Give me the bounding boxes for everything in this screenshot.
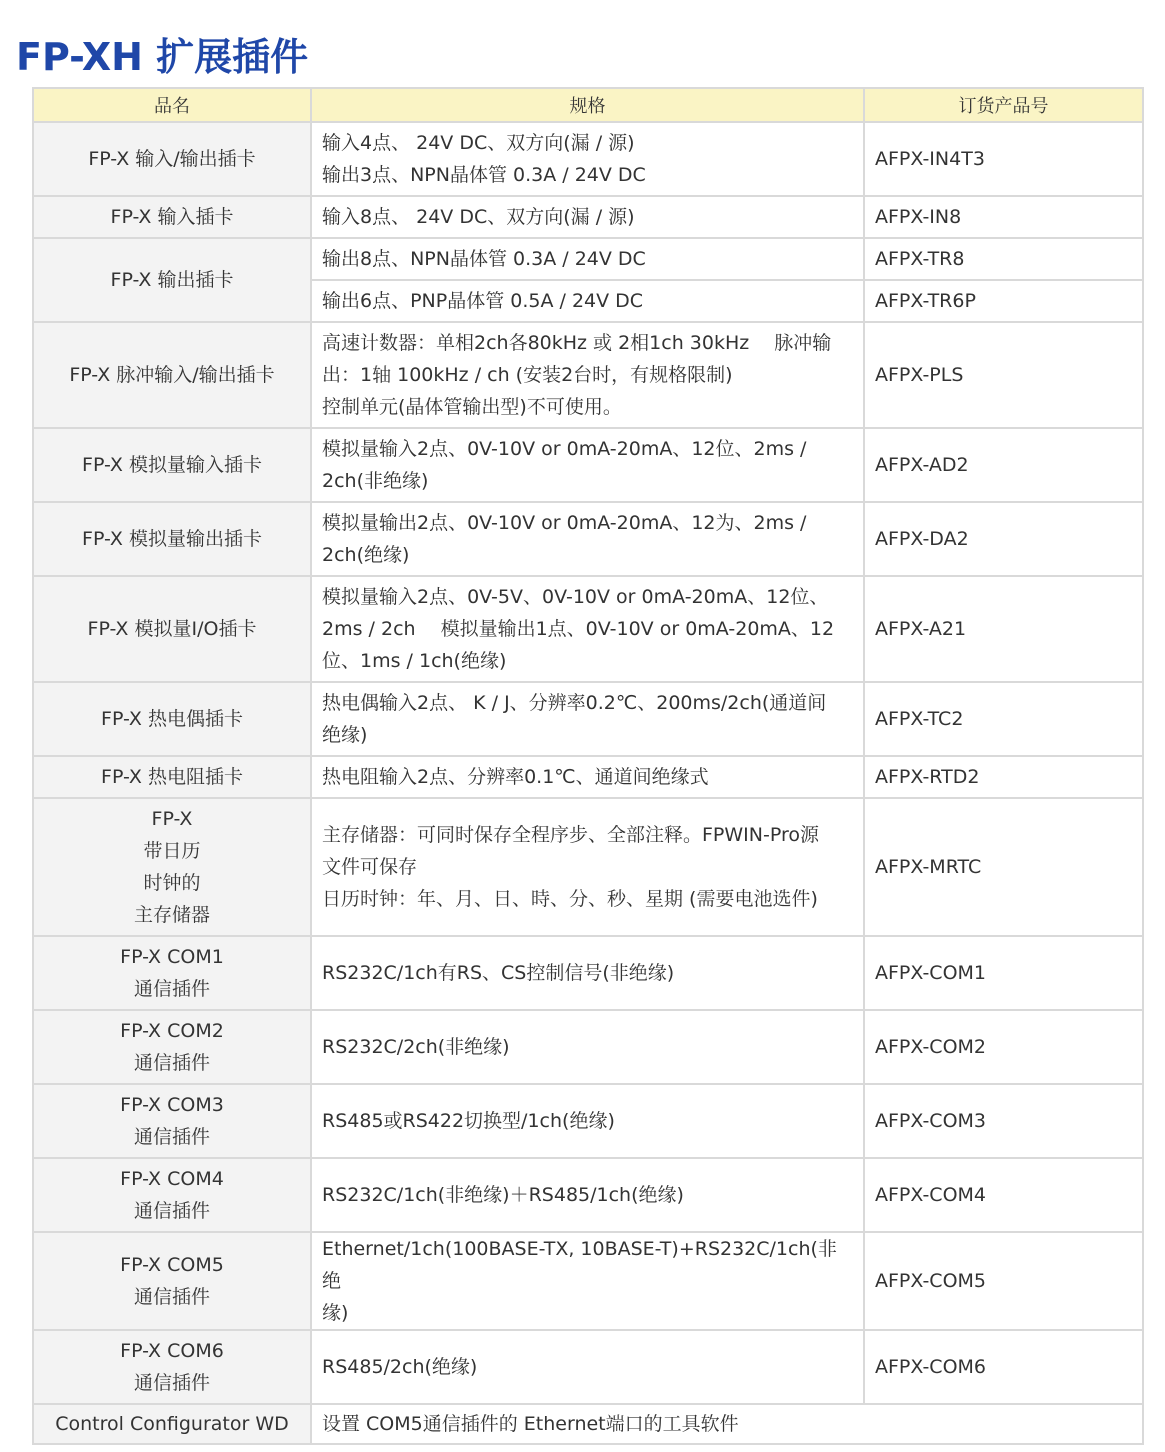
spec-cell: 输入4点、 24V DC、双方向(漏 / 源) 输出3点、NPN晶体管 0.3A / 24V DC — [311, 122, 864, 196]
spec-cell: 主存储器：可同时保存全程序步、全部注释。FPWIN-Pro源 文件可保存 日历时钟：年、月、日、時、分、秒、星期 (需要电池选件) — [311, 798, 864, 936]
table-row — [33, 428, 1143, 502]
table-row — [33, 238, 1143, 280]
table-row — [33, 196, 1143, 238]
spec-cell: 模拟量输入2点、0V-10V or 0mA-20mA、12位、2ms / 2ch(非绝缘) — [311, 428, 864, 502]
table-row — [33, 1158, 1143, 1232]
header-specification: 规格 — [311, 88, 864, 122]
spec-cell: 模拟量输出2点、0V-10V or 0mA-20mA、12为、2ms / 2ch(绝缘) — [311, 502, 864, 576]
table-row — [33, 1330, 1143, 1404]
spec-cell: 设置 COM5通信插件的 Ethernet端口的工具软件 — [311, 1404, 1143, 1444]
spec-cell: RS485/2ch(绝缘) — [311, 1330, 864, 1404]
spec-cell: 模拟量输入2点、0V-5V、0V-10V or 0mA-20mA、12位、 2ms / 2ch 模拟量输出1点、0V-10V or 0mA-20mA、12 位、1ms / 1ch(绝缘) — [311, 576, 864, 682]
spec-cell: RS232C/1ch(非绝缘)＋RS485/1ch(绝缘) — [311, 1158, 864, 1232]
spec-cell: 输入8点、 24V DC、双方向(漏 / 源) — [311, 196, 864, 238]
header-product-name: 品名 — [33, 88, 311, 122]
order-code-cell: AFPX-TC2 — [864, 682, 1143, 756]
spec-cell: RS232C/1ch有RS、CS控制信号(非绝缘) — [311, 936, 864, 1010]
spec-cell: RS232C/2ch(非绝缘) — [311, 1010, 864, 1084]
spec-cell: RS485或RS422切换型/1ch(绝缘) — [311, 1084, 864, 1158]
table-row — [33, 798, 1143, 936]
table-row — [33, 502, 1143, 576]
order-code-cell: AFPX-COM3 — [864, 1084, 1143, 1158]
product-name-cell: FP-X COM6 通信插件 — [33, 1330, 311, 1404]
product-name-cell: FP-X 输入插卡 — [33, 196, 311, 238]
product-name-cell: FP-X 模拟量输入插卡 — [33, 428, 311, 502]
product-name-cell: FP-X 模拟量I/O插卡 — [33, 576, 311, 682]
spec-cell: Ethernet/1ch(100BASE-TX, 10BASE-T)+RS232C/1ch(非绝 缘) — [311, 1232, 864, 1330]
product-name-cell: FP-X 模拟量输出插卡 — [33, 502, 311, 576]
order-code-cell: AFPX-COM6 — [864, 1330, 1143, 1404]
order-code-cell: AFPX-COM4 — [864, 1158, 1143, 1232]
table-row — [33, 1084, 1143, 1158]
product-name-cell: FP-X COM2 通信插件 — [33, 1010, 311, 1084]
page-title: FP-XH 扩展插件 — [16, 35, 309, 79]
spec-cell: 输出6点、PNP晶体管 0.5A / 24V DC — [311, 280, 864, 322]
table-row — [33, 576, 1143, 682]
product-name-cell: FP-X 脉冲输入/输出插卡 — [33, 322, 311, 428]
order-code-cell: AFPX-COM1 — [864, 936, 1143, 1010]
spec-cell: 高速计数器：单相2ch各80kHz 或 2相1ch 30kHz 脉冲输 出：1轴 100kHz / ch (安装2台时，有规格限制) 控制单元(晶体管输出型)不可使用。 — [311, 322, 864, 428]
table-row — [33, 756, 1143, 798]
table-row — [33, 936, 1143, 1010]
spec-cell: 热电偶输入2点、 K / J、分辨率0.2℃、200ms/2ch(通道间 绝缘) — [311, 682, 864, 756]
order-code-cell: AFPX-IN8 — [864, 196, 1143, 238]
order-code-cell: AFPX-TR6P — [864, 280, 1143, 322]
table-row — [33, 1010, 1143, 1084]
order-code-cell: AFPX-COM2 — [864, 1010, 1143, 1084]
product-name-cell: FP-X COM1 通信插件 — [33, 936, 311, 1010]
product-name-cell: FP-X 输出插卡 — [33, 238, 311, 322]
table-row — [33, 1404, 1143, 1444]
table-row — [33, 322, 1143, 428]
table-header-row — [33, 88, 1143, 122]
order-code-cell: AFPX-PLS — [864, 322, 1143, 428]
product-name-cell: FP-X COM3 通信插件 — [33, 1084, 311, 1158]
order-code-cell: AFPX-COM5 — [864, 1232, 1143, 1330]
spec-cell: 热电阻输入2点、分辨率0.1℃、通道间绝缘式 — [311, 756, 864, 798]
product-name-cell: FP-X 输入/输出插卡 — [33, 122, 311, 196]
product-name-cell: FP-X 热电偶插卡 — [33, 682, 311, 756]
table-row — [33, 1232, 1143, 1330]
header-order-code: 订货产品号 — [864, 88, 1143, 122]
product-name-cell: FP-X COM5 通信插件 — [33, 1232, 311, 1330]
order-code-cell: AFPX-DA2 — [864, 502, 1143, 576]
product-name-cell: Control Configurator WD — [33, 1404, 311, 1444]
plugin-table — [32, 87, 1144, 1445]
spec-cell: 输出8点、NPN晶体管 0.3A / 24V DC — [311, 238, 864, 280]
order-code-cell: AFPX-MRTC — [864, 798, 1143, 936]
table-row — [33, 122, 1143, 196]
product-name-cell: FP-X 热电阻插卡 — [33, 756, 311, 798]
product-name-cell: FP-X COM4 通信插件 — [33, 1158, 311, 1232]
order-code-cell: AFPX-RTD2 — [864, 756, 1143, 798]
order-code-cell: AFPX-A21 — [864, 576, 1143, 682]
order-code-cell: AFPX-IN4T3 — [864, 122, 1143, 196]
table-row — [33, 682, 1143, 756]
order-code-cell: AFPX-TR8 — [864, 238, 1143, 280]
product-name-cell: FP-X 带日历 时钟的 主存储器 — [33, 798, 311, 936]
order-code-cell: AFPX-AD2 — [864, 428, 1143, 502]
